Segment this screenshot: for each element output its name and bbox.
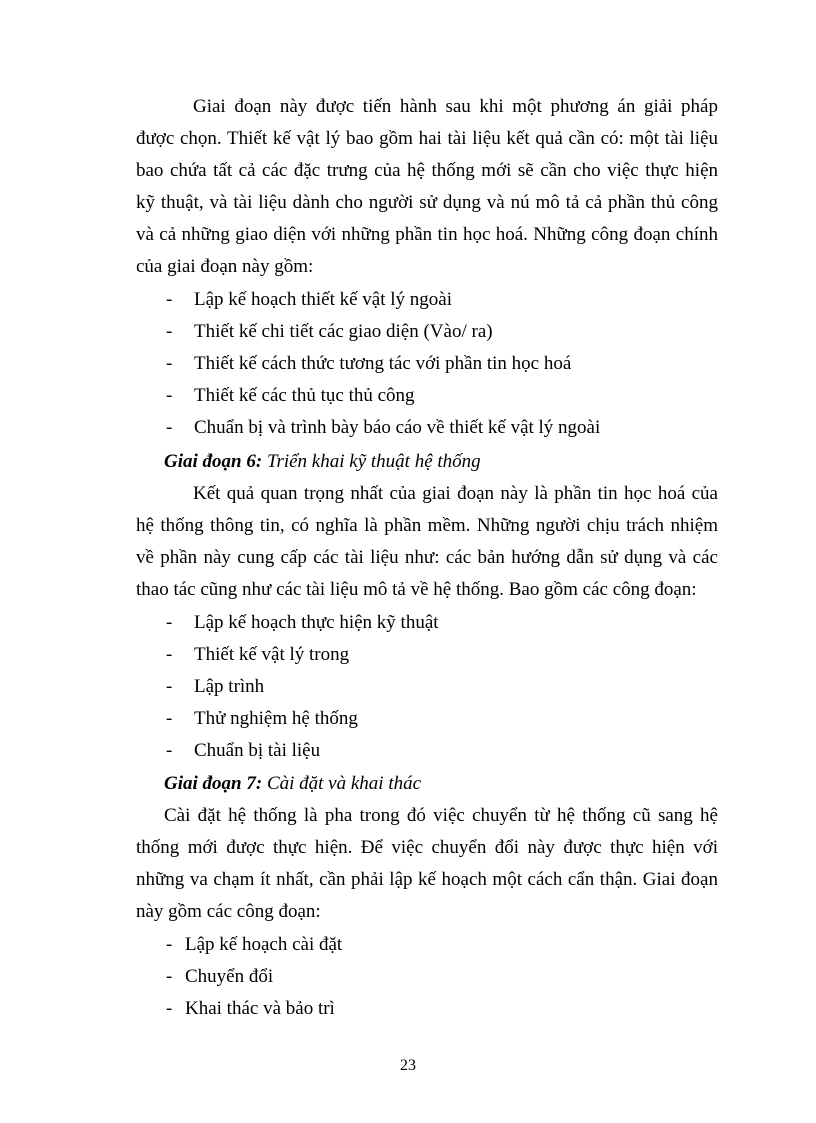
bullet-dash: - [166, 740, 173, 761]
list-item: Lập kế hoạch cài đặt [185, 934, 343, 955]
list-item: Thiết kế chi tiết các giao diện (Vào/ ra) [194, 321, 493, 342]
para1-line: bao chứa tất cả các đặc trưng của hệ thống mới sẽ cần cho việc thực hiện [136, 160, 718, 181]
list-item: Lập trình [194, 676, 265, 697]
page-number: 23 [400, 1057, 416, 1074]
heading-label: Giai đoạn 7: [164, 773, 263, 794]
para3-line: Cài đặt hệ thống là pha trong đó việc chuyển từ hệ thống cũ sang hệ [164, 805, 718, 826]
bullet-dash: - [166, 612, 173, 633]
para1-line: của giai đoạn này gồm: [136, 256, 314, 277]
bullet-dash: - [166, 998, 173, 1019]
bullet-dash: - [166, 708, 173, 729]
bullet-dash: - [166, 289, 173, 310]
list-item: Thử nghiệm hệ thống [194, 708, 358, 729]
section-heading-6 [164, 450, 481, 474]
list-item: Khai thác và bảo trì [185, 998, 335, 1019]
para1-line: kỹ thuật, và tài liệu dành cho người sử dụng và nú mô tả cả phần thủ công [136, 192, 718, 213]
list-item: Lập kế hoạch thiết kế vật lý ngoài [194, 289, 452, 310]
para2-line: thao tác cũng như các tài liệu mô tả về hệ thống. Bao gồm các công đoạn: [136, 579, 697, 600]
bullet-dash: - [166, 321, 173, 342]
bullet-dash: - [166, 353, 173, 374]
bullet-dash: - [166, 385, 173, 406]
para2-line: hệ thống thông tin, có nghĩa là phần mềm. Những người chịu trách nhiệm [136, 515, 718, 536]
heading-label: Giai đoạn 6: [164, 451, 263, 472]
bullet-dash: - [166, 676, 173, 697]
para3-line: thống mới được thực hiện. Để việc chuyển đổi này được thực hiện với [136, 837, 718, 858]
para1-line: được chọn. Thiết kế vật lý bao gồm hai tài liệu kết quả cần có: một tài liệu [136, 128, 718, 149]
heading-title: Triển khai kỹ thuật hệ thống [262, 451, 481, 472]
bullet-dash: - [166, 934, 173, 955]
para2-line: Kết quả quan trọng nhất của giai đoạn này là phần tin học hoá của [193, 483, 718, 504]
list-item: Chuẩn bị và trình bày báo cáo về thiết kế vật lý ngoài [194, 417, 601, 438]
para1-line: và cả những giao diện với những phần tin học hoá. Những công đoạn chính [136, 224, 718, 245]
section-heading-7 [164, 772, 421, 796]
para1-line: Giai đoạn này được tiến hành sau khi một phương án giải pháp [193, 96, 718, 117]
bullet-dash: - [166, 644, 173, 665]
para2-line: về phần này cung cấp các tài liệu như: các bản hướng dẫn sử dụng và các [136, 547, 718, 568]
bullet-dash: - [166, 417, 173, 438]
bullet-dash: - [166, 966, 173, 987]
para3-line: này gồm các công đoạn: [136, 901, 321, 922]
list-item: Chuẩn bị tài liệu [194, 740, 321, 761]
para3-line: những va chạm ít nhất, cần phải lập kế hoạch một cách cẩn thận. Giai đoạn [136, 869, 718, 890]
list-item: Thiết kế cách thức tương tác với phần tin học hoá [194, 353, 572, 374]
heading-title: Cài đặt và khai thác [262, 773, 422, 794]
list-item: Chuyển đổi [185, 966, 274, 987]
list-item: Lập kế hoạch thực hiện kỹ thuật [194, 612, 439, 633]
list-item: Thiết kế các thủ tục thủ công [194, 385, 415, 406]
list-item: Thiết kế vật lý trong [194, 644, 350, 665]
